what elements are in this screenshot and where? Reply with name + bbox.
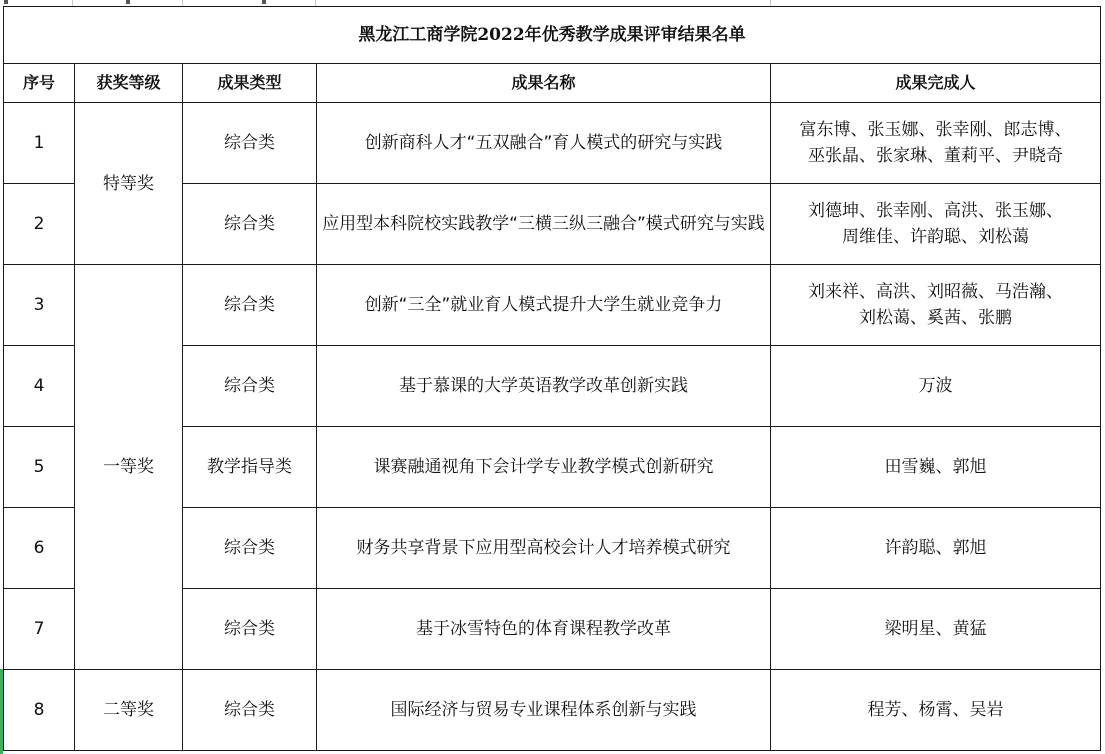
cell-name[interactable]: 国际经济与贸易专业课程体系创新与实践	[317, 670, 771, 751]
cell-no[interactable]: 7	[4, 589, 75, 670]
author-line: 刘来祥、高洪、刘昭薇、马浩瀚、	[808, 282, 1063, 302]
cell-authors[interactable]	[771, 670, 1101, 751]
header-name[interactable]: 成果名称	[317, 64, 771, 103]
cell-award-level[interactable]: 一等奖	[75, 265, 183, 670]
cell-type[interactable]: 综合类	[183, 670, 317, 751]
cell-no[interactable]: 2	[4, 184, 75, 265]
cell-type[interactable]: 综合类	[183, 103, 317, 184]
cell-no[interactable]: 8	[4, 670, 75, 751]
cell-type[interactable]: 综合类	[183, 184, 317, 265]
cell-no[interactable]: 1	[4, 103, 75, 184]
header-row	[4, 64, 1101, 103]
row-selection-marker	[0, 669, 3, 754]
cell-marker	[4, 0, 8, 4]
cell-type[interactable]: 教学指导类	[183, 427, 317, 508]
cell-marker	[262, 0, 266, 4]
cell-no[interactable]: 3	[4, 265, 75, 346]
author-line: 巫张晶、张家琳、董莉平、尹晓奇	[808, 146, 1063, 166]
table-row	[4, 670, 1101, 751]
cell-no[interactable]: 4	[4, 346, 75, 427]
cell-authors[interactable]	[771, 589, 1101, 670]
author-line: 刘松蔼、奚茜、张鹏	[859, 308, 1012, 328]
table-row	[4, 265, 1101, 346]
author-line: 梁明星、黄猛	[884, 619, 987, 639]
author-line: 刘德坤、张幸刚、高洪、张玉娜、	[808, 201, 1063, 221]
cell-award-level[interactable]: 特等奖	[75, 103, 183, 265]
cell-name[interactable]: 基于冰雪特色的体育课程教学改革	[317, 589, 771, 670]
cell-name[interactable]: 课赛融通视角下会计学专业教学模式创新研究	[317, 427, 771, 508]
cell-authors[interactable]	[771, 184, 1101, 265]
results-table	[3, 6, 1101, 751]
header-type[interactable]: 成果类型	[183, 64, 317, 103]
table-row	[4, 103, 1101, 184]
cell-authors[interactable]	[771, 346, 1101, 427]
cell-type[interactable]: 综合类	[183, 265, 317, 346]
cell-name[interactable]: 创新“三全”就业育人模式提升大学生就业竞争力	[317, 265, 771, 346]
author-line: 程芳、杨霄、吴岩	[867, 700, 1004, 720]
cell-name[interactable]: 应用型本科院校实践教学“三横三纵三融合”模式研究与实践	[317, 184, 771, 265]
cell-marker	[126, 0, 130, 4]
cell-authors[interactable]	[771, 265, 1101, 346]
cell-award-level[interactable]: 二等奖	[75, 670, 183, 751]
header-level[interactable]: 获奖等级	[75, 64, 183, 103]
cell-name[interactable]: 财务共享背景下应用型高校会计人才培养模式研究	[317, 508, 771, 589]
cell-authors[interactable]	[771, 103, 1101, 184]
cell-authors[interactable]	[771, 427, 1101, 508]
header-no[interactable]: 序号	[4, 64, 75, 103]
cell-type[interactable]: 综合类	[183, 508, 317, 589]
author-line: 田雪巍、郭旭	[884, 457, 987, 477]
cell-name[interactable]: 创新商科人才“五双融合”育人模式的研究与实践	[317, 103, 771, 184]
cell-name[interactable]: 基于慕课的大学英语教学改革创新实践	[317, 346, 771, 427]
cell-authors[interactable]	[771, 508, 1101, 589]
author-line: 万波	[918, 376, 953, 396]
cell-type[interactable]: 综合类	[183, 589, 317, 670]
author-line: 许韵聪、郭旭	[884, 538, 987, 558]
author-line: 周维佳、许韵聪、刘松蔼	[842, 227, 1029, 247]
header-authors[interactable]: 成果完成人	[771, 64, 1101, 103]
cell-type[interactable]: 综合类	[183, 346, 317, 427]
cell-no[interactable]: 5	[4, 427, 75, 508]
author-line: 富东博、张玉娜、张幸刚、郎志博、	[799, 120, 1072, 140]
page-title[interactable]: 黑龙江工商学院2022年优秀教学成果评审结果名单	[4, 7, 1101, 64]
cell-no[interactable]: 6	[4, 508, 75, 589]
